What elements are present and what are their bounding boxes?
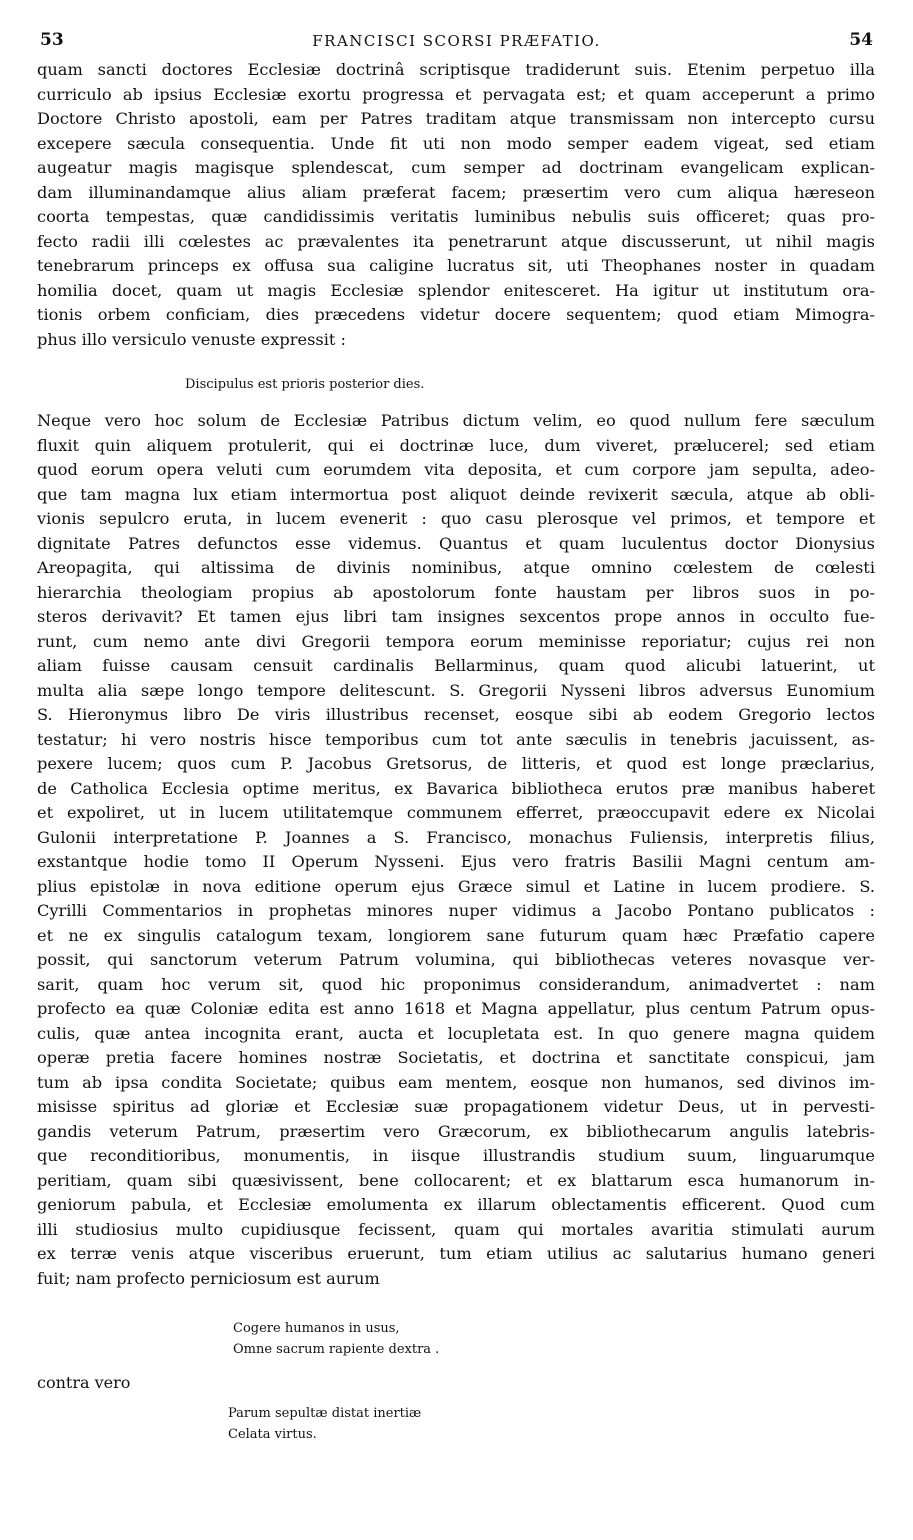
- text-line: geniorum pabula, et Ecclesiæ emolumenta ex illarum oblectamentis efficerent. Quod cum: [37, 1195, 875, 1214]
- running-head: FRANCISCI SCORSI PRÆFATIO.: [312, 32, 601, 50]
- text-line: Doctore Christo apostoli, eam per Patres traditam atque transmissam non intercepto cursu: [37, 109, 875, 128]
- text-line: operæ pretia facere homines nostræ Societatis, et doctrina et sanctitate conspicui, jam: [37, 1048, 875, 1067]
- verse-quote-1: [185, 374, 424, 395]
- text-line: profecto ea quæ Coloniæ edita est anno 1618 et Magna appellatur, plus centum Patrum opus-: [37, 999, 875, 1018]
- text-line: tenebrarum princeps ex offusa sua caligine lucratus sit, uti Theophanes noster in quadam: [37, 256, 875, 275]
- text-line: dam illuminandamque alius aliam præferat facem; præsertim vero cum aliqua hæreseon: [37, 182, 875, 202]
- text-line: testatur; hi vero nostris hisce temporibus cum tot ante sæculis in tenebris jacuissent, as-: [37, 729, 875, 749]
- text-line: exstantque hodie tomo II Operum Nysseni. Ejus vero fratris Basilii Magni centum am-: [37, 852, 875, 871]
- page-number-right: 54: [849, 30, 873, 50]
- text-line: illi studiosius multo cupidiusque fecissent, quam qui mortales avaritia stimulati aurum: [37, 1219, 875, 1239]
- text-line: vionis sepulcro eruta, in lucem evenerit : quo casu plerosque vel primos, et tempore et: [37, 509, 875, 528]
- text-line: curriculo ab ipsius Ecclesiæ exortu progressa et pervagata est; et quam acceperunt a primo: [37, 84, 875, 104]
- verse-line: Cogere humanos in usus,: [233, 1321, 400, 1336]
- text-line: augeatur magis magisque splendescat, cum semper ad doctrinam evangelicam explican-: [37, 158, 875, 177]
- text-line: runt, cum nemo ante divi Gregorii tempora eorum meminisse reporiatur; cujus rei non: [37, 631, 875, 651]
- text-line: Cyrilli Commentarios in prophetas minores nuper vidimus a Jacobo Pontano publicatos :: [37, 901, 875, 920]
- text-line: quam sancti doctores Ecclesiæ doctrinâ scriptisque tradiderunt suis. Etenim perpetuo illa: [37, 60, 875, 79]
- text-line: sarit, quam hoc verum sit, quod hic proponimus considerandum, animadvertet : nam: [37, 974, 875, 994]
- text-line: S. Hieronymus libro De viris illustribus recenset, eosque sibi ab eodem Gregorio lectos: [37, 705, 875, 724]
- contra-vero-text: contra vero: [37, 1373, 131, 1392]
- text-line: que tam magna lux etiam intermortua post aliquot deinde revixerit sæcula, atque ab obli-: [37, 484, 875, 504]
- text-line: Areopagita, qui altissima de divinis nominibus, atque omnino cœlestem de cœlesti: [37, 558, 875, 577]
- text-line: dignitate Patres defunctos esse videmus. Quantus et quam luculentus doctor Dionysius: [37, 533, 875, 553]
- text-line: Neque vero hoc solum de Ecclesiæ Patribus dictum velim, eo quod nullum fere sæculum: [37, 411, 875, 430]
- verse-line: Discipulus est prioris posterior dies.: [185, 377, 425, 392]
- text-line: tionis orbem conficiam, dies præcedens videtur docere sequentem; quod etiam Mimogra-: [37, 305, 875, 324]
- paragraph-1: [37, 58, 875, 352]
- paragraph-2: [37, 409, 875, 1291]
- text-line: culis, quæ antea incognita erant, aucta et locupletata est. In quo genere magna quidem: [37, 1023, 875, 1043]
- text-line: plius epistolæ in nova editione operum ejus Græce simul et Latine in lucem prodiere. S.: [37, 876, 875, 896]
- text-line: fecto radii illi cœlestes ac prævalentes ita penetrarunt atque discusserunt, ut nihil magis: [37, 231, 875, 251]
- text-line: pexere lucem; quos cum P. Jacobus Gretsorus, de litteris, et quod est longe præclarius,: [37, 754, 875, 773]
- text-line: Gulonii interpretatione P. Joannes a S. Francisco, monachus Fuliensis, interpretis filius,: [37, 827, 875, 847]
- text-line: gandis veterum Patrum, præsertim vero Græcorum, ex bibliothecarum angulis latebris-: [37, 1121, 875, 1141]
- text-line: steros derivavit? Et tamen ejus libri tam insignes sexcentos prope annos in occulto fue-: [37, 607, 875, 626]
- text-line: que reconditioribus, monumentis, in iisque illustrandis studium suum, linguarumque: [37, 1146, 875, 1165]
- page-number-left: 53: [40, 30, 64, 50]
- text-line: hierarchia theologiam propius ab apostolorum fonte haustam per libros suos in po-: [37, 582, 875, 602]
- verse-quote-3: [228, 1403, 421, 1445]
- text-line: ex terræ venis atque visceribus eruerunt, tum etiam utilius ac salutarius humano generi: [37, 1244, 875, 1263]
- text-line: et ne ex singulis catalogum texam, longiorem sane futurum quam hæc Præfatio capere: [37, 925, 875, 945]
- verse-quote-2: [233, 1318, 439, 1360]
- text-line: fuit; nam profecto perniciosum est aurum: [37, 1268, 380, 1288]
- text-line: quod eorum opera veluti cum eorumdem vita deposita, et cum corpore jam sepulta, adeo-: [37, 460, 875, 479]
- text-line: fluxit quin aliquem protulerit, qui ei doctrinæ luce, dum viveret, prælucerel; sed etiam: [37, 435, 875, 455]
- text-line: phus illo versiculo venuste expressit :: [37, 329, 346, 349]
- text-line: aliam fuisse causam censuit cardinalis Bellarminus, quam quod alicubi latuerint, ut: [37, 656, 875, 675]
- verse-line: Celata virtus.: [228, 1427, 317, 1442]
- text-line: tum ab ipsa condita Societate; quibus eam mentem, eosque non humanos, sed divinos im-: [37, 1072, 875, 1092]
- text-line: coorta tempestas, quæ candidissimis veritatis luminibus nebulis suis officeret; quas pro-: [37, 207, 875, 226]
- verse-line: Omne sacrum rapiente dextra .: [233, 1342, 440, 1357]
- text-line: excepere sæcula consequentia. Unde fit uti non modo semper eadem vigeat, sed etiam: [37, 133, 875, 153]
- text-line: de Catholica Ecclesia optime meritus, ex Bavarica bibliotheca erutos præ manibus haberet: [37, 778, 875, 798]
- text-line: et expoliret, ut in lucem utilitatemque communem efferret, præoccupavit edere ex Nicolai: [37, 803, 875, 822]
- text-line: homilia docet, quam ut magis Ecclesiæ splendor enitesceret. Ha igitur ut institutum ora-: [37, 280, 875, 300]
- text-line: misisse spiritus ad gloriæ et Ecclesiæ suæ propagationem videtur Deus, ut in pervesti-: [37, 1097, 875, 1116]
- page-header: [40, 30, 873, 56]
- verse-line: Parum sepultæ distat inertiæ: [228, 1406, 422, 1421]
- text-line: possit, qui sanctorum veterum Patrum volumina, qui bibliothecas veteres novasque ver-: [37, 950, 875, 969]
- text-line: peritiam, quam sibi quæsivissent, bene collocarent; et ex blattarum esca humanorum in-: [37, 1170, 875, 1190]
- text-line: multa alia sæpe longo tempore delitescunt. S. Gregorii Nysseni libros adversus Eunomium: [37, 680, 875, 700]
